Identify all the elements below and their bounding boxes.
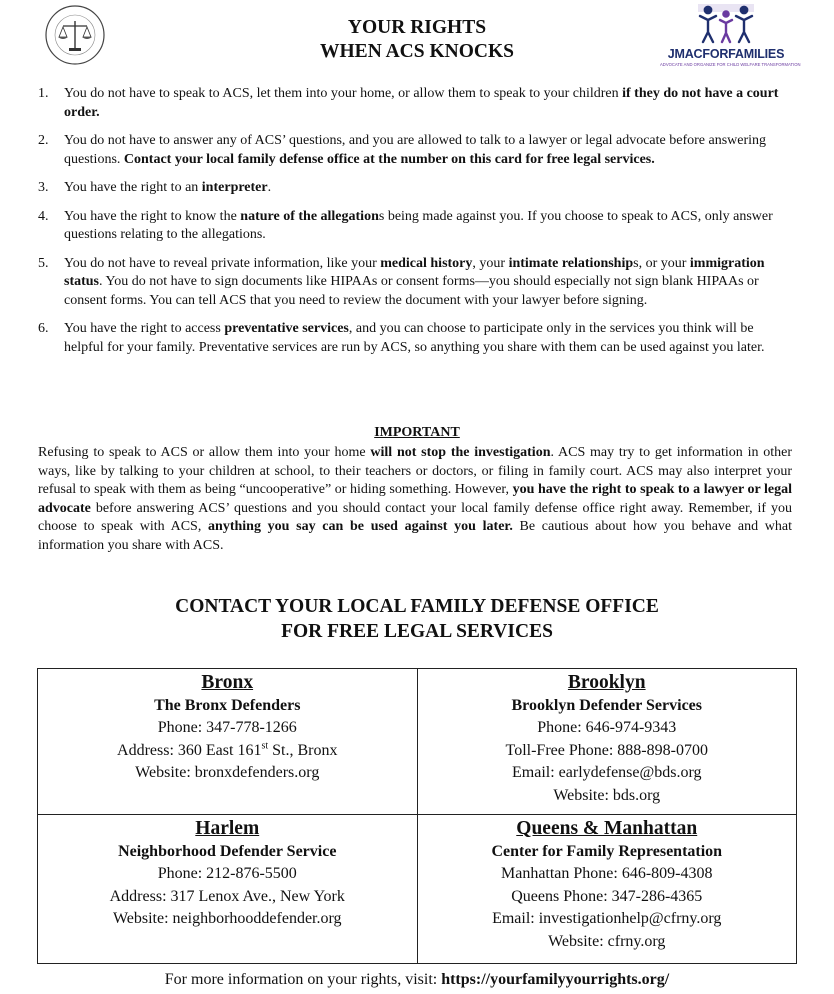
right-number: 5. bbox=[38, 255, 49, 271]
text: You have the right to an bbox=[64, 180, 202, 195]
text: s, or your bbox=[633, 255, 690, 271]
right-number: 1. bbox=[38, 86, 49, 101]
right-number: 4. bbox=[38, 208, 49, 224]
bold-text: medical history bbox=[380, 255, 473, 271]
text: You do not have to reveal private information, like your bbox=[64, 255, 381, 271]
text: . You do not have to sign documents like HIPAAs or consent forms—you should especially not sign blank HIPAAs or consent forms. You can tell ACS that you need to review the document with your lawyer before signing. bbox=[64, 274, 759, 308]
offices-table bbox=[37, 668, 797, 964]
text: Refusing to speak to ACS or allow them into your home bbox=[38, 445, 371, 460]
borough-name: Harlem bbox=[195, 818, 260, 839]
bold-text: if they do not have a court order. bbox=[64, 86, 779, 120]
bold-text: interpreter bbox=[201, 180, 268, 195]
text: Be cautious about how you behave and what information you share with ACS. bbox=[38, 519, 792, 553]
office-website[interactable]: Website: cfrny.org bbox=[548, 932, 666, 950]
contact-heading-line-1: CONTACT YOUR LOCAL FAMILY DEFENSE OFFICE bbox=[175, 596, 659, 617]
jmac-logo-tagline: ADVOCATE AND ORGANIZE FOR CHILD WELFARE TRANSFORMATION bbox=[660, 62, 801, 67]
text: . ACS may try to get information in other ways, like by talking to your children at school, to their teachers or doctors, or filing in family court. ACS may also interpret your refusal to speak with them as being “uncooperative” or hiding something. However, bbox=[38, 445, 792, 498]
right-number: 2. bbox=[38, 133, 49, 148]
text: . bbox=[267, 180, 272, 195]
office-phone: Phone: 646-974-9343 bbox=[537, 719, 677, 737]
office-address: Address: 317 Lenox Ave., New York bbox=[109, 887, 345, 905]
text: , your bbox=[472, 255, 509, 271]
bold-text: anything you say can be used against you later. bbox=[208, 519, 513, 535]
right-item bbox=[38, 320, 790, 357]
office-phone: Phone: 347-778-1266 bbox=[157, 719, 297, 737]
office-tollfree-phone: Toll-Free Phone: 888-898-0700 bbox=[505, 741, 708, 759]
office-bronx bbox=[38, 669, 418, 815]
text: , and you can choose to participate only in the services you think will be helpful for your family. Preventative services are run by ACS, so anything you share with them can be used against you later. bbox=[64, 321, 765, 355]
office-org-name: Brooklyn Defender Services bbox=[511, 697, 702, 714]
text: You have the right to access bbox=[64, 321, 225, 336]
rights-list bbox=[38, 85, 790, 367]
office-queens-phone: Queens Phone: 347-286-4365 bbox=[511, 887, 703, 905]
text: You have the right to know the bbox=[64, 208, 241, 224]
office-queens-manhattan bbox=[417, 815, 797, 964]
right-item bbox=[38, 255, 790, 311]
office-phone: Phone: 212-876-5500 bbox=[157, 865, 297, 883]
office-manhattan-phone: Manhattan Phone: 646-809-4308 bbox=[500, 865, 713, 883]
footer bbox=[0, 971, 834, 989]
office-org-name: Neighborhood Defender Service bbox=[118, 843, 337, 860]
title-line-1: YOUR RIGHTS bbox=[347, 17, 487, 38]
page-title bbox=[0, 16, 834, 64]
right-item bbox=[38, 132, 790, 169]
office-email[interactable]: Email: earlydefense@bds.org bbox=[512, 764, 702, 782]
bold-text: Contact your local family defense office at the number on this card for free legal services. bbox=[123, 151, 655, 167]
right-item bbox=[38, 85, 790, 122]
right-number: 6. bbox=[38, 321, 49, 336]
jmac-logo-name: JMACFORFAMILIES bbox=[667, 47, 785, 61]
right-item bbox=[38, 179, 790, 198]
office-website[interactable]: Website: neighborhooddefender.org bbox=[112, 910, 342, 928]
text: You do not have to speak to ACS, let them into your home, or allow them to speak to your children bbox=[64, 86, 623, 101]
bold-text: immigration status bbox=[64, 255, 765, 289]
office-address: Address: 360 East 161st St., Bronx bbox=[117, 740, 338, 759]
important-paragraph bbox=[38, 444, 792, 556]
borough-name: Brooklyn bbox=[567, 672, 646, 693]
office-website[interactable]: Website: bds.org bbox=[553, 786, 661, 804]
text: You do not have to answer any of ACS’ questions, and you are allowed to talk to a lawyer or legal advocate before answering questions. bbox=[64, 133, 767, 167]
bold-text: nature of the allegation bbox=[240, 208, 379, 224]
bold-text: preventative services bbox=[224, 321, 349, 336]
bold-text: will not stop the investigation bbox=[370, 445, 551, 460]
borough-name: Bronx bbox=[201, 672, 254, 693]
office-email[interactable]: Email: investigationhelp@cfrny.org bbox=[492, 910, 722, 928]
office-org-name: Center for Family Representation bbox=[491, 843, 723, 860]
contact-heading-line-2: FOR FREE LEGAL SERVICES bbox=[281, 621, 553, 642]
right-item bbox=[38, 208, 790, 245]
text: s being made against you. If you choose to speak to ACS, only answer questions relating to the allegations. bbox=[64, 208, 773, 242]
bold-text: you have the right to speak to a lawyer or legal advocate bbox=[38, 482, 792, 516]
borough-name: Queens & Manhattan bbox=[516, 818, 698, 839]
office-harlem bbox=[38, 815, 418, 964]
important-heading: IMPORTANT bbox=[374, 425, 460, 440]
title-line-2: WHEN ACS KNOCKS bbox=[320, 41, 514, 62]
office-website[interactable]: Website: bronxdefenders.org bbox=[135, 764, 320, 782]
footer-text: For more information on your rights, visit: bbox=[164, 971, 442, 988]
office-brooklyn bbox=[417, 669, 797, 815]
footer-link[interactable]: https://yourfamilyyourrights.org/ bbox=[441, 971, 670, 988]
right-number: 3. bbox=[38, 180, 49, 195]
contact-heading bbox=[0, 594, 834, 644]
office-org-name: The Bronx Defenders bbox=[154, 697, 301, 714]
bold-text: intimate relationship bbox=[508, 255, 634, 271]
text: before answering ACS’ questions and you should contact your local family defense office right away. Remember, if you choose to speak with ACS, bbox=[38, 500, 792, 535]
